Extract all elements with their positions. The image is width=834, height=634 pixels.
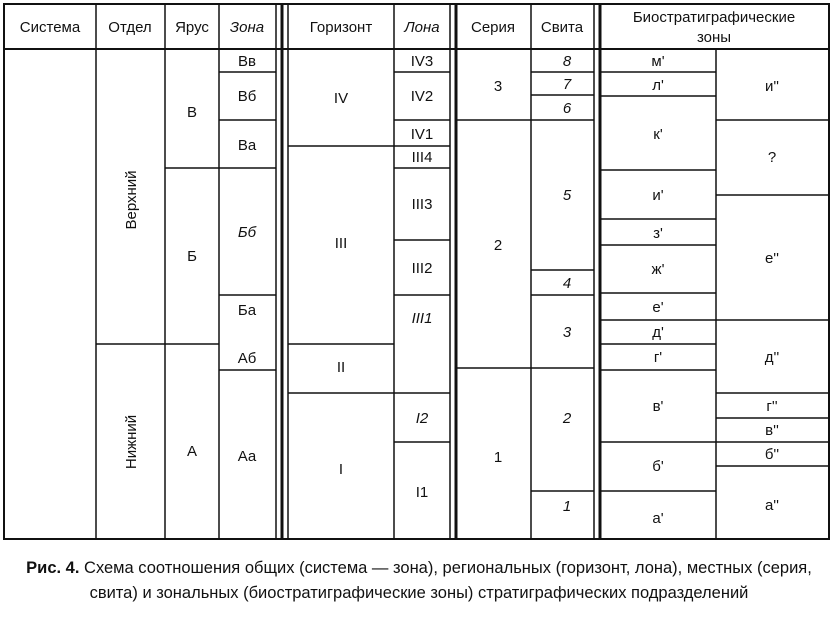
seriya-2: 2: [493, 237, 503, 254]
header-seriya: Серия: [470, 19, 516, 36]
yarus-v: В: [186, 104, 198, 121]
lona-iii3: III3: [411, 196, 433, 213]
header-svita: Свита: [540, 19, 584, 36]
bio1-e: е': [652, 299, 664, 316]
lona-iii2: III2: [411, 260, 433, 277]
zona-aa: Аа: [237, 448, 257, 465]
yarus-b: Б: [187, 248, 197, 265]
bio2-b: б'': [764, 446, 780, 463]
header-bio-line1: Биостратиграфические: [632, 9, 796, 26]
bio1-z: з': [653, 225, 663, 242]
bio1-l: л': [652, 77, 664, 94]
seriya-1: 1: [493, 449, 503, 466]
svita-5: 5: [562, 187, 572, 204]
header-lona: Лона: [404, 19, 440, 36]
bio2-d: д'': [764, 349, 780, 366]
bio1-d: д': [652, 324, 664, 341]
bio1-zh: ж': [651, 261, 665, 278]
figure-caption-label: Рис. 4.: [26, 559, 80, 577]
bio1-b: б': [652, 458, 664, 475]
header-yarus: Ярус: [175, 19, 209, 36]
figure-caption-text: Схема соотношения общих (система — зона), региональных (горизонт, лона), местных (серия, свита) и зональных (биостратиграфические зоны) стратиграфических подразделений: [79, 559, 812, 602]
figure-caption: [10, 556, 828, 606]
svita-6: 6: [562, 100, 572, 117]
header-bio-line2: зоны: [696, 29, 732, 46]
bio2-q: ?: [767, 149, 777, 166]
bio1-m: м': [651, 53, 665, 70]
lona-iv2: IV2: [410, 88, 434, 105]
lona-iv1: IV1: [410, 126, 434, 143]
gorizont-i: I: [338, 461, 344, 478]
bio1-g: г': [653, 349, 663, 366]
lona-i2: I2: [415, 410, 429, 427]
bio2-a: а'': [764, 497, 780, 514]
zona-ab: Аб: [237, 350, 257, 367]
otdel-upper: Верхний: [123, 170, 140, 230]
bio2-g: г'': [766, 398, 778, 415]
bio2-e: е'': [764, 250, 780, 267]
bio2-i: и'': [764, 78, 780, 95]
gorizont-iv: IV: [333, 90, 349, 107]
svita-8: 8: [562, 53, 572, 70]
svita-4: 4: [562, 275, 572, 292]
bio2-v: в'': [765, 422, 779, 439]
svita-1: 1: [562, 498, 572, 515]
zona-vv: Вв: [238, 53, 256, 70]
seriya-3: 3: [493, 78, 503, 95]
yarus-a: А: [186, 443, 198, 460]
zona-vb: Вб: [237, 88, 257, 105]
lona-i1: I1: [415, 484, 429, 501]
bio1-a: а': [652, 510, 664, 527]
zona-va: Ва: [237, 137, 257, 154]
otdel-lower: Нижний: [123, 414, 140, 470]
svita-2: 2: [562, 410, 572, 427]
bio1-k: к': [653, 126, 663, 143]
svita-7: 7: [562, 76, 572, 93]
lona-iv3: IV3: [410, 53, 434, 70]
gorizont-iii: III: [334, 235, 348, 252]
header-otdel: Отдел: [108, 19, 152, 36]
bio1-v: в': [652, 398, 664, 415]
lona-iii1: III1: [411, 310, 433, 327]
zona-bb: Бб: [237, 224, 257, 241]
svita-3: 3: [562, 324, 572, 341]
header-zona: Зона: [229, 19, 265, 36]
header-gorizont: Горизонт: [309, 19, 373, 36]
header-sistema: Система: [19, 19, 81, 36]
gorizont-ii: II: [336, 359, 346, 376]
bio1-i: и': [652, 187, 664, 204]
zona-ba: Ба: [237, 302, 257, 319]
lona-iii4: III4: [411, 149, 433, 166]
